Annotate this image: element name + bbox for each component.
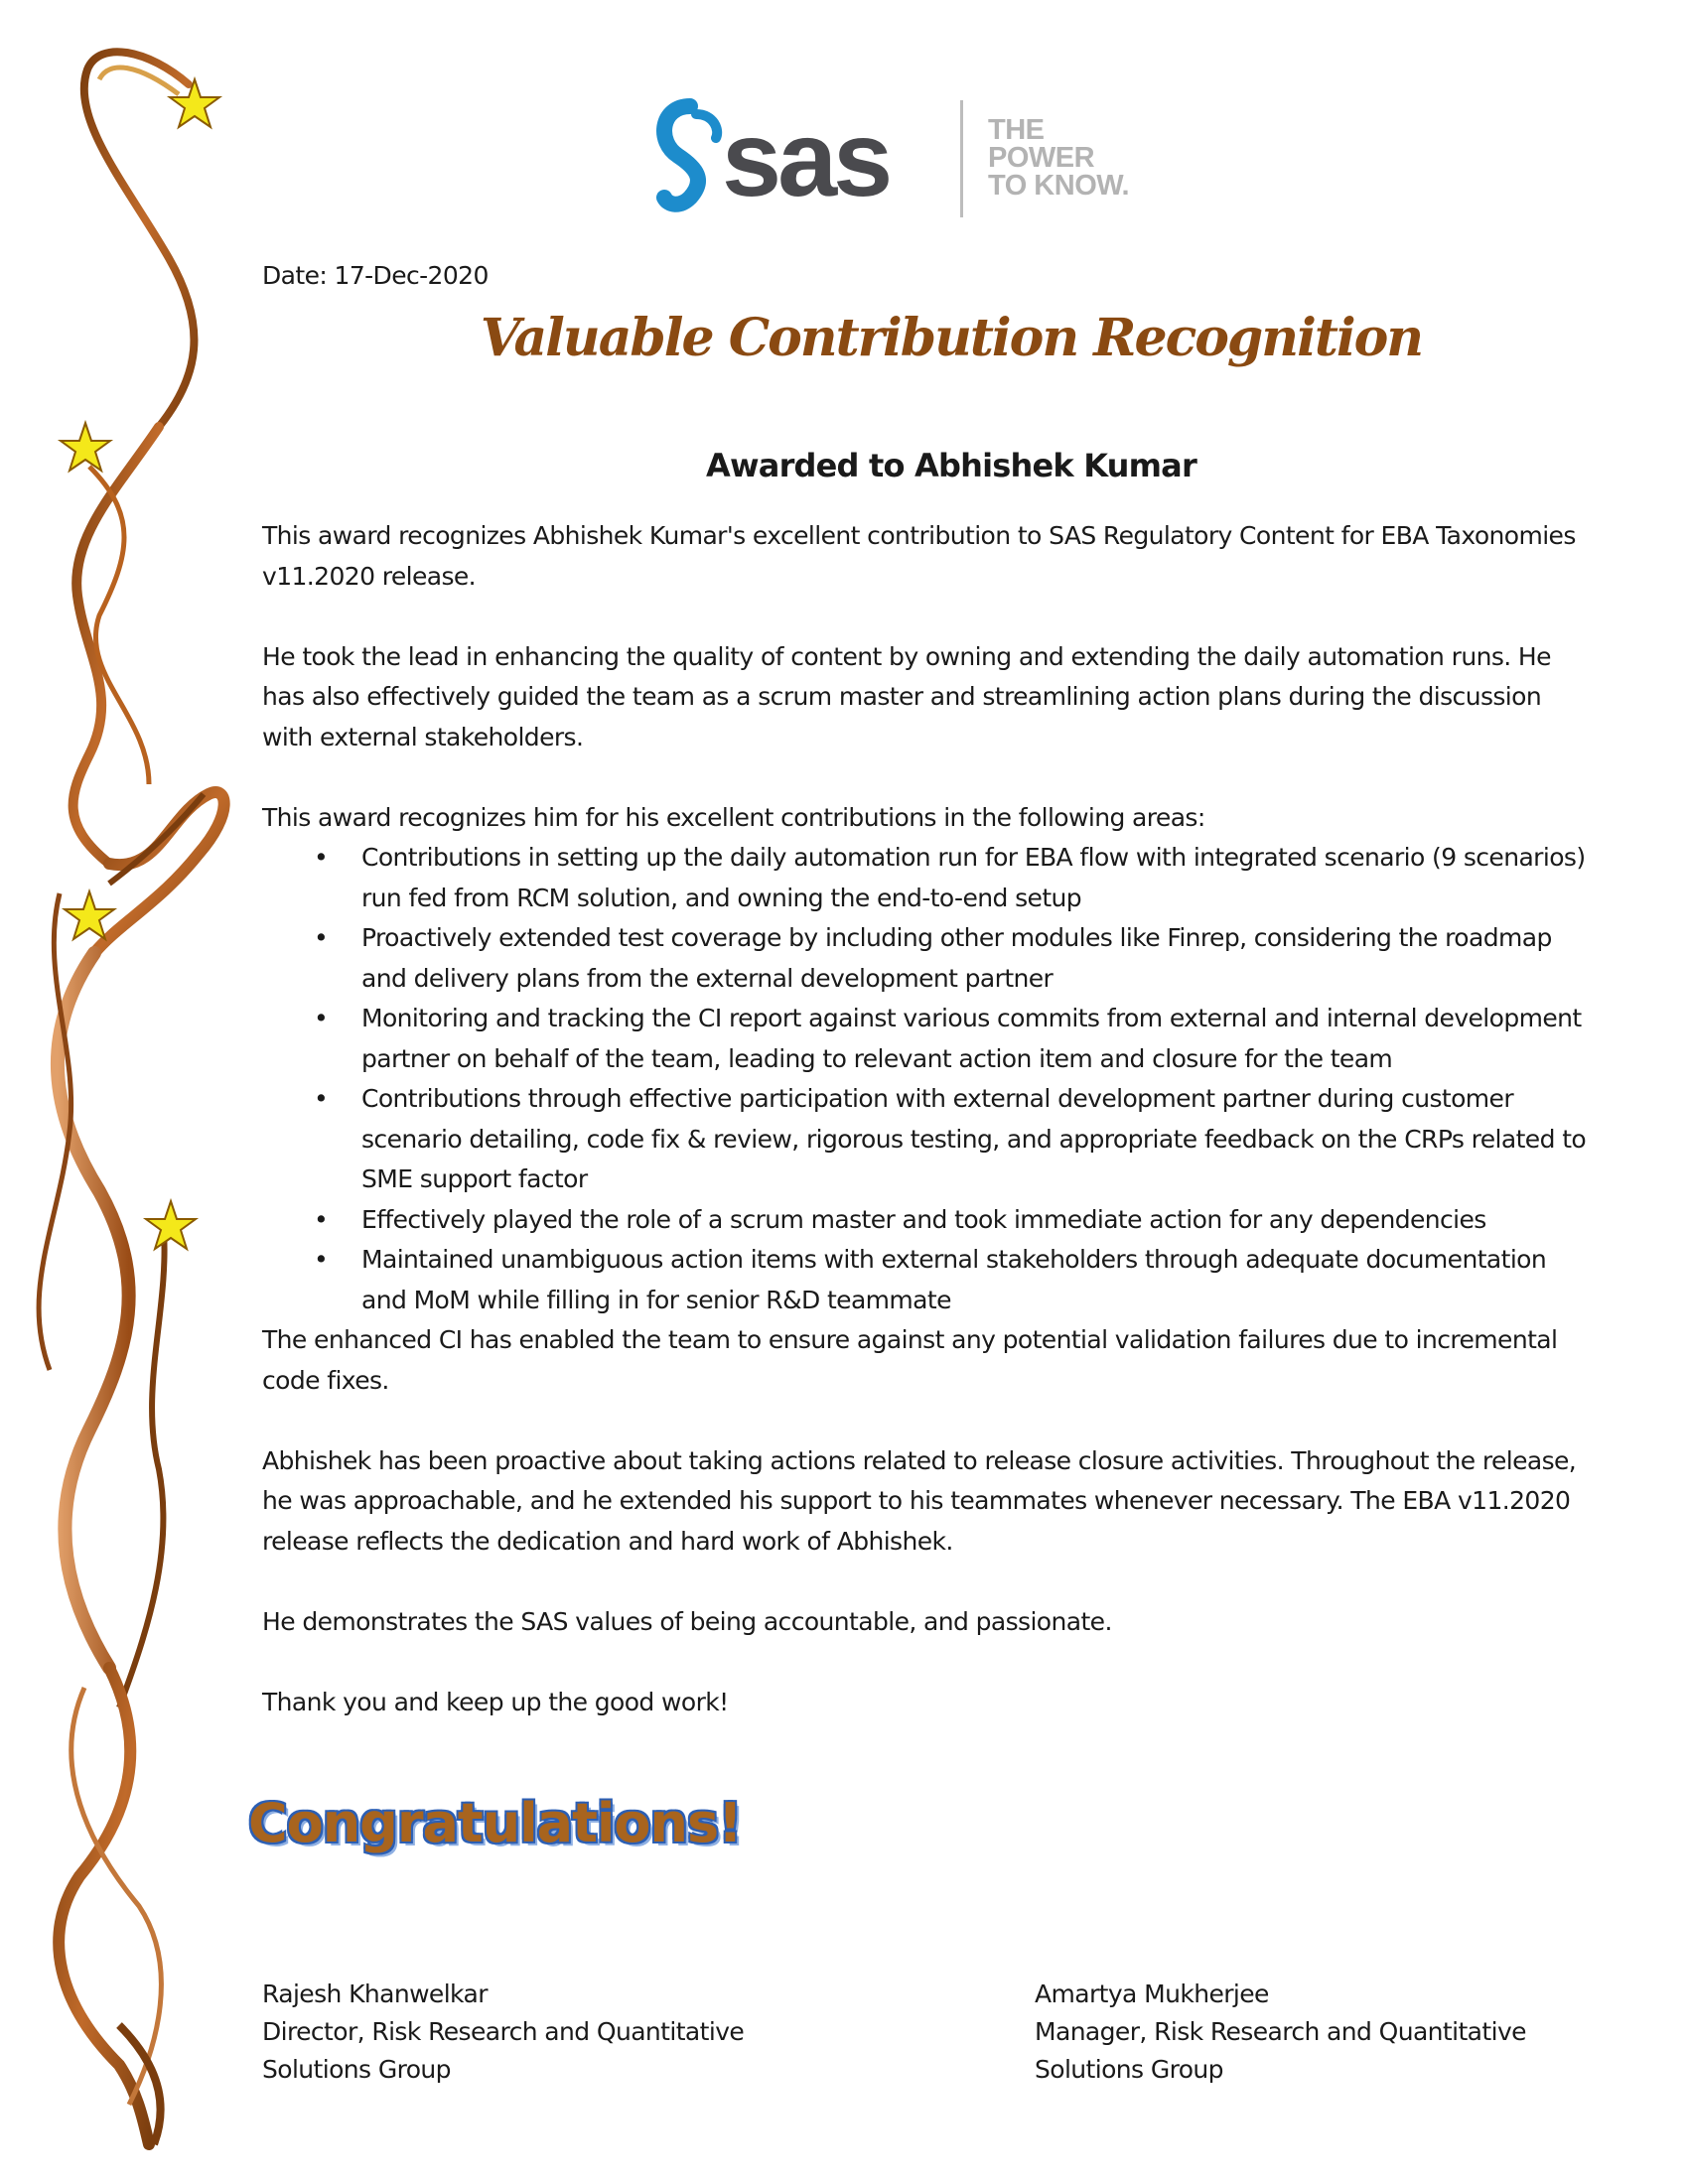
signature-right <box>1035 1976 1526 2089</box>
sas-logo <box>650 94 1167 223</box>
list-item: • Effectively played the role of a scrum master and took immediate action for any dependencies <box>262 1200 1593 1241</box>
signer-group: Solutions Group <box>1035 2055 1223 2084</box>
tagline-line: THE <box>988 114 1045 146</box>
star-icon <box>65 891 114 939</box>
list-item: • Contributions in setting up the daily automation run for EBA flow with integrated scenario (9 scenarios) run fed from RCM solution, and owning the end-to-end setup <box>262 838 1593 918</box>
lead-paragraph: He took the lead in enhancing the quality of content by owning and extending the daily automation runs. He has also effectively guided the team as a scrum master and streamlining action plans during the discussion with external stakeholders. <box>262 641 1551 751</box>
star-icon <box>170 79 219 127</box>
sas-logo-mark <box>650 94 730 223</box>
logo-brand: sas <box>722 98 890 218</box>
tagline-line: TO KNOW. <box>988 170 1130 202</box>
signer-group: Solutions Group <box>262 2055 451 2084</box>
signature-left <box>262 1976 744 2089</box>
award-body <box>262 516 1593 1763</box>
logo-tagline <box>988 116 1167 200</box>
date-line: Date: 17-Dec-2020 <box>262 261 489 290</box>
list-item: • Maintained unambiguous action items with external stakeholders through adequate documentation and MoM while filling in for senior R&D teammate <box>262 1240 1593 1320</box>
signer-name: Amartya Mukherjee <box>1035 1979 1269 2008</box>
signer-name: Rajesh Khanwelkar <box>262 1979 488 2008</box>
tagline-line: POWER <box>988 142 1095 174</box>
areas-intro: This award recognizes him for his excellent contributions in the following areas: <box>262 802 1205 832</box>
logo-divider <box>960 100 963 217</box>
values-paragraph: He demonstrates the SAS values of being accountable, and passionate. <box>262 1606 1112 1636</box>
enhanced-ci-paragraph: The enhanced CI has enabled the team to ensure against any potential validation failures due to incremental code fixes. <box>262 1325 1558 1395</box>
contribution-list <box>262 838 1593 1320</box>
list-item: • Contributions through effective participation with external development partner during customer scenario detailing, code fix & review, rigorous testing, and appropriate feedback on the CRPs related to SME support factor <box>262 1079 1593 1200</box>
awardee-heading: Awarded to Abhishek Kumar <box>706 447 1196 484</box>
signer-title: Director, Risk Research and Quantitative <box>262 2017 745 2046</box>
thanks-paragraph: Thank you and keep up the good work! <box>262 1687 729 1716</box>
list-item: • Proactively extended test coverage by including other modules like Finrep, considering the roadmap and delivery plans from the external development partner <box>262 918 1593 999</box>
star-icon <box>146 1201 196 1249</box>
intro-paragraph: This award recognizes Abhishek Kumar's excellent contribution to SAS Regulatory Content for EBA Taxonomies v11.2020 release. <box>262 521 1576 591</box>
list-item: • Monitoring and tracking the CI report against various commits from external and internal development partner on behalf of the team, leading to relevant action item and closure for the team <box>262 999 1593 1079</box>
signer-title: Manager, Risk Research and Quantitative <box>1035 2017 1526 2046</box>
certificate-title: Valuable Contribution Recognition <box>480 308 1423 368</box>
congratulations-banner: Congratulations! <box>248 1792 742 1854</box>
proactive-paragraph: Abhishek has been proactive about taking actions related to release closure activities. Throughout the release, he was approachable, and he extended his support to his teammates whenever necessary. The EBA v11.2020 release reflects the dedication and hard work of Abhishek. <box>262 1445 1577 1556</box>
